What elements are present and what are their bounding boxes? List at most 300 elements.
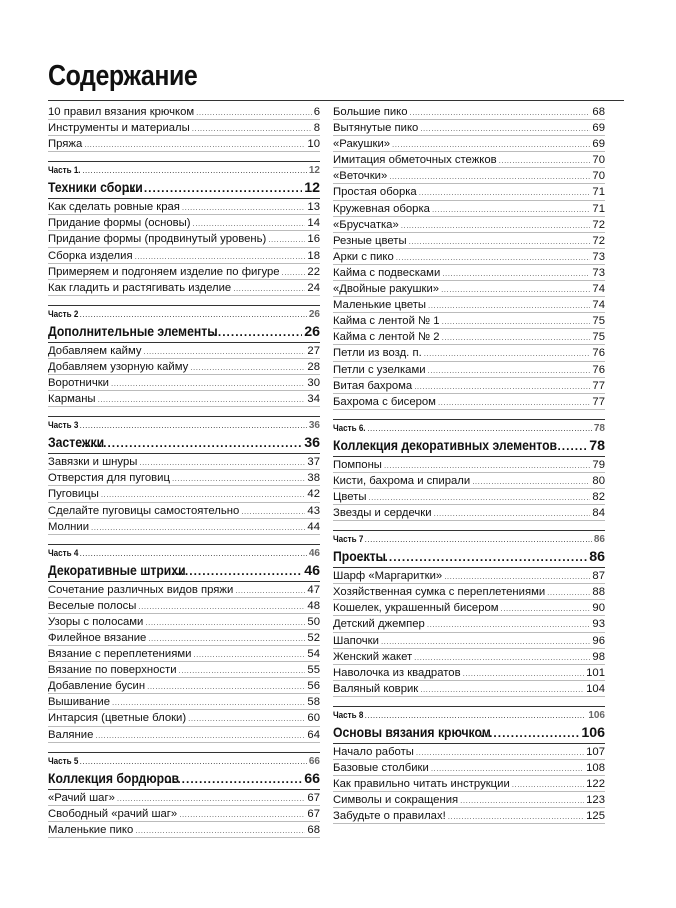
dot-leader bbox=[438, 395, 590, 411]
toc-entry-page: 67 bbox=[307, 791, 320, 804]
toc-entry-page: 104 bbox=[586, 682, 605, 695]
toc-entry-title: Петли из возд. п. bbox=[333, 347, 422, 360]
toc-entry[interactable] bbox=[48, 264, 320, 280]
dot-leader bbox=[84, 137, 305, 153]
toc-entry[interactable] bbox=[333, 665, 605, 681]
toc-entry-page: 28 bbox=[307, 360, 320, 373]
toc-entry-title: Филейное вязание bbox=[48, 631, 147, 644]
toc-entry[interactable] bbox=[48, 790, 320, 806]
toc-entry[interactable] bbox=[48, 598, 320, 614]
toc-entry-title: Забудьте о правилах! bbox=[333, 810, 446, 823]
chapter-heading-page: 26 bbox=[304, 323, 320, 340]
dot-leader bbox=[182, 200, 306, 216]
dot-leader bbox=[95, 728, 305, 744]
toc-entry[interactable] bbox=[48, 727, 320, 743]
part-heading[interactable] bbox=[333, 530, 605, 547]
toc-entry[interactable] bbox=[333, 760, 605, 776]
toc-entry[interactable] bbox=[333, 297, 605, 313]
toc-entry[interactable] bbox=[333, 329, 605, 345]
toc-entry-title: Добавляем кайму bbox=[48, 344, 142, 357]
toc-entry-page: 101 bbox=[586, 666, 605, 679]
dot-leader bbox=[192, 121, 312, 137]
chapter-heading-title: Техники сборки bbox=[48, 180, 143, 197]
toc-entry[interactable] bbox=[333, 168, 605, 184]
toc-entry-page: 48 bbox=[307, 599, 320, 612]
toc-entry-page: 75 bbox=[592, 331, 605, 344]
toc-entry-title: Простая оборка bbox=[333, 186, 417, 199]
toc-entry[interactable] bbox=[48, 359, 320, 375]
chapter-heading[interactable] bbox=[48, 322, 320, 343]
toc-entry[interactable] bbox=[333, 584, 605, 600]
toc-entry-title: Маленькие цветы bbox=[333, 299, 427, 312]
toc-entry-page: 37 bbox=[307, 456, 320, 469]
toc-entry-title: «Ракушки» bbox=[333, 138, 391, 151]
toc-entry[interactable] bbox=[333, 457, 605, 473]
dot-leader bbox=[428, 298, 590, 314]
dot-leader bbox=[179, 807, 305, 823]
dot-leader bbox=[172, 561, 302, 582]
toc-entry[interactable] bbox=[333, 776, 605, 792]
toc-entry-page: 71 bbox=[592, 202, 605, 215]
chapter-heading-page: 78 bbox=[589, 437, 605, 454]
dot-leader bbox=[122, 178, 302, 199]
toc-entry[interactable] bbox=[48, 646, 320, 662]
dot-leader bbox=[434, 506, 591, 522]
toc-entry-page: 123 bbox=[586, 794, 605, 807]
toc-entry[interactable] bbox=[333, 473, 605, 489]
toc-entry[interactable] bbox=[333, 362, 605, 378]
toc-entry-title: Кружевная оборка bbox=[333, 202, 430, 215]
dot-leader bbox=[368, 490, 590, 506]
dot-leader bbox=[144, 344, 306, 360]
toc-entry-title: Вязание по поверхности bbox=[48, 664, 177, 677]
toc-entry[interactable] bbox=[333, 616, 605, 632]
toc-entry-page: 73 bbox=[592, 266, 605, 279]
toc-entry[interactable] bbox=[48, 470, 320, 486]
toc-entry-title: Шапочки bbox=[333, 634, 379, 647]
chapter-heading[interactable] bbox=[48, 433, 320, 454]
dot-leader bbox=[193, 647, 305, 663]
dot-leader bbox=[196, 105, 312, 121]
toc-entry[interactable] bbox=[48, 120, 320, 136]
dot-leader bbox=[233, 281, 305, 297]
toc-entry-page: 82 bbox=[592, 490, 605, 503]
toc-entry-page: 107 bbox=[586, 745, 605, 758]
toc-entry-title: Базовые столбики bbox=[333, 762, 429, 774]
chapter-heading-title: Застежки bbox=[48, 435, 105, 452]
part-page: 106 bbox=[588, 709, 605, 721]
toc-entry[interactable] bbox=[333, 378, 605, 394]
toc-entry[interactable] bbox=[333, 808, 605, 824]
toc-entry-page: 71 bbox=[592, 186, 605, 199]
toc-entry-title: Как гладить и растягивать изделие bbox=[48, 281, 232, 294]
dot-leader bbox=[444, 569, 590, 585]
toc-entry-page: 77 bbox=[592, 395, 605, 408]
toc-entry[interactable] bbox=[333, 633, 605, 649]
toc-entry[interactable] bbox=[333, 201, 605, 217]
toc-entry-title: Карманы bbox=[48, 393, 96, 406]
toc-entry-page: 54 bbox=[307, 648, 320, 661]
dot-leader bbox=[460, 793, 584, 809]
toc-entry-title: Валяный коврик bbox=[333, 682, 419, 695]
toc-entry-page: 6 bbox=[313, 106, 320, 118]
dot-leader bbox=[547, 585, 590, 601]
dot-leader bbox=[448, 809, 584, 825]
toc-entry[interactable] bbox=[333, 120, 605, 136]
dot-leader bbox=[420, 121, 590, 137]
toc-entry-page: 52 bbox=[307, 631, 320, 644]
toc-entry-title: Пряжа bbox=[48, 138, 83, 151]
toc-entry[interactable] bbox=[48, 630, 320, 646]
part-page: 46 bbox=[308, 547, 320, 559]
toc-entry[interactable] bbox=[333, 233, 605, 249]
toc-entry-page: 55 bbox=[307, 664, 320, 677]
toc-entry-title: Пуговицы bbox=[48, 488, 99, 501]
toc-entry[interactable] bbox=[333, 744, 605, 760]
toc-entry-title: Кошелек, украшенный бисером bbox=[333, 602, 499, 615]
toc-entry-title: Придание формы (основы) bbox=[48, 217, 191, 230]
toc-entry[interactable] bbox=[333, 313, 605, 329]
toc-entry-title: Кайма с подвесками bbox=[333, 266, 441, 279]
toc-entry[interactable] bbox=[333, 104, 605, 120]
part-heading[interactable] bbox=[333, 706, 605, 723]
dot-leader bbox=[442, 266, 590, 282]
toc-entry-page: 93 bbox=[592, 618, 605, 631]
dot-leader bbox=[241, 504, 305, 520]
chapter-heading-page: 86 bbox=[589, 549, 605, 566]
dot-leader bbox=[381, 634, 590, 650]
part-heading[interactable] bbox=[48, 161, 320, 178]
dot-leader bbox=[499, 153, 591, 169]
chapter-heading[interactable] bbox=[333, 723, 605, 744]
part-label: Часть 8 bbox=[333, 709, 364, 721]
toc-entry-title: Детский джемпер bbox=[333, 618, 425, 631]
toc-entry-title: Помпоны bbox=[333, 458, 382, 471]
part-heading[interactable] bbox=[48, 544, 320, 561]
dot-leader bbox=[91, 520, 305, 536]
toc-entry-title: Сделайте пуговицы самостоятельно bbox=[48, 504, 240, 517]
toc-entry-title: Примеряем и подгоняем изделие по фигуре bbox=[48, 265, 280, 278]
dot-leader bbox=[235, 583, 305, 599]
part-label: Часть 2 bbox=[48, 308, 79, 320]
chapter-heading[interactable] bbox=[48, 769, 320, 790]
toc-entry-title: Бахрома с бисером bbox=[333, 395, 436, 408]
part-label: Часть 7 bbox=[333, 534, 364, 546]
chapter-heading-page: 66 bbox=[304, 770, 320, 787]
dot-leader bbox=[384, 458, 590, 474]
toc-entry[interactable] bbox=[48, 806, 320, 822]
chapter-heading-page: 36 bbox=[304, 435, 320, 452]
toc-entry-page: 90 bbox=[592, 602, 605, 615]
toc-entry[interactable] bbox=[48, 104, 320, 120]
toc-entry-title: Петли с узелками bbox=[333, 363, 426, 376]
dot-leader bbox=[427, 617, 591, 633]
toc-entry[interactable] bbox=[48, 391, 320, 407]
part-page: 12 bbox=[308, 165, 320, 177]
dot-leader bbox=[414, 650, 590, 666]
dot-leader bbox=[80, 306, 307, 323]
toc-entry-page: 69 bbox=[592, 138, 605, 151]
toc-entry-title: Маленькие пико bbox=[48, 823, 134, 836]
dot-leader bbox=[428, 363, 591, 379]
toc-entry-title: Резные цветы bbox=[333, 234, 407, 247]
dot-leader bbox=[409, 234, 591, 250]
dot-leader bbox=[365, 531, 592, 548]
toc-entry-page: 10 bbox=[307, 138, 320, 151]
toc-entry-page: 16 bbox=[307, 233, 320, 246]
toc-entry[interactable] bbox=[48, 503, 320, 519]
toc-entry-title: Узоры с полосами bbox=[48, 615, 144, 628]
dot-leader bbox=[111, 376, 305, 392]
toc-entry[interactable] bbox=[333, 394, 605, 410]
toc-entry[interactable] bbox=[333, 600, 605, 616]
toc-entry-page: 73 bbox=[592, 250, 605, 263]
toc-entry-title: Воротнички bbox=[48, 377, 109, 390]
toc-entry[interactable] bbox=[333, 152, 605, 168]
toc-entry-title: Звезды и сердечки bbox=[333, 507, 432, 520]
toc-entry-page: 98 bbox=[592, 650, 605, 663]
chapter-heading-page: 106 bbox=[581, 724, 605, 741]
dot-leader bbox=[148, 631, 305, 647]
toc-entry-page: 76 bbox=[592, 363, 605, 376]
toc-entry[interactable] bbox=[48, 454, 320, 470]
toc-entry-title: Сочетание различных видов пряжи bbox=[48, 583, 234, 596]
dot-leader bbox=[463, 666, 585, 682]
toc-entry[interactable] bbox=[333, 217, 605, 233]
toc-entry[interactable] bbox=[333, 681, 605, 697]
dot-leader bbox=[80, 417, 307, 434]
part-label: Часть 3 bbox=[48, 420, 79, 432]
dot-leader bbox=[396, 250, 591, 266]
toc-entry-title: Вышивание bbox=[48, 696, 111, 709]
toc-entry-page: 56 bbox=[307, 680, 320, 693]
toc-entry-title: Большие пико bbox=[333, 106, 408, 118]
dot-leader bbox=[268, 232, 305, 248]
dot-leader bbox=[77, 433, 302, 454]
toc-entry-title: Символы и сокращения bbox=[333, 794, 459, 807]
dot-leader bbox=[135, 249, 306, 265]
dot-leader bbox=[410, 105, 591, 121]
part-heading[interactable] bbox=[48, 752, 320, 769]
chapter-heading-title: Коллекция декоративных элементов bbox=[333, 437, 558, 454]
toc-entry-page: 87 bbox=[592, 570, 605, 583]
toc-entry-page: 72 bbox=[592, 218, 605, 231]
toc-entry-title: «Веточки» bbox=[333, 170, 388, 183]
toc-entry-page: 14 bbox=[307, 217, 320, 230]
toc-entry-page: 76 bbox=[592, 347, 605, 360]
dot-leader bbox=[145, 615, 305, 631]
toc-entry-page: 122 bbox=[586, 778, 605, 791]
toc-entry[interactable] bbox=[333, 792, 605, 808]
toc-entry[interactable] bbox=[48, 136, 320, 152]
toc-entry-title: Придание формы (продвинутый уровень) bbox=[48, 233, 267, 246]
chapter-heading[interactable] bbox=[333, 547, 605, 568]
toc-entry-page: 34 bbox=[307, 393, 320, 406]
chapter-heading[interactable] bbox=[48, 561, 320, 582]
toc-entry-page: 44 bbox=[307, 520, 320, 533]
toc-entry-page: 68 bbox=[592, 106, 605, 118]
toc-entry[interactable] bbox=[48, 662, 320, 678]
toc-entry-title: Как правильно читать инструкции bbox=[333, 778, 510, 791]
toc-entry-page: 18 bbox=[307, 249, 320, 262]
toc-entry[interactable] bbox=[48, 678, 320, 694]
toc-entry-title: Свободный «рачий шаг» bbox=[48, 807, 178, 820]
dot-leader bbox=[82, 162, 307, 179]
toc-entry-title: Валяние bbox=[48, 728, 94, 741]
toc-entry-page: 79 bbox=[592, 458, 605, 471]
dot-leader bbox=[190, 360, 305, 376]
toc-column-left bbox=[48, 104, 320, 838]
dot-leader bbox=[282, 265, 306, 281]
toc-entry[interactable] bbox=[333, 136, 605, 152]
toc-entry-title: Наволочка из квадратов bbox=[333, 666, 461, 679]
dot-leader bbox=[135, 823, 305, 839]
chapter-heading-title: Декоративные штрихи bbox=[48, 562, 186, 579]
toc-entry-title: Женский жакет bbox=[333, 650, 413, 663]
toc-entry-page: 74 bbox=[592, 299, 605, 312]
toc-entry[interactable] bbox=[48, 614, 320, 630]
chapter-heading[interactable] bbox=[333, 436, 605, 457]
toc-entry-title: «Двойные ракушки» bbox=[333, 283, 440, 296]
dot-leader bbox=[139, 455, 305, 471]
toc-entry-title: Завязки и шнуры bbox=[48, 456, 138, 469]
dot-leader bbox=[472, 474, 590, 490]
toc-entry-title: Хозяйственная сумка с переплетениями bbox=[333, 586, 546, 599]
dot-leader bbox=[209, 322, 302, 343]
dot-leader bbox=[431, 761, 584, 777]
toc-entry[interactable] bbox=[48, 231, 320, 247]
toc-entry[interactable] bbox=[333, 184, 605, 200]
toc-entry[interactable] bbox=[333, 281, 605, 297]
dot-leader bbox=[401, 218, 591, 234]
dot-leader bbox=[432, 202, 590, 218]
toc-entry-page: 27 bbox=[307, 344, 320, 357]
toc-entry[interactable] bbox=[48, 710, 320, 726]
toc-entry-page: 125 bbox=[586, 810, 605, 823]
dot-leader bbox=[389, 169, 590, 185]
toc-entry[interactable] bbox=[333, 345, 605, 361]
toc-entry[interactable] bbox=[48, 280, 320, 296]
page-title: Содержание bbox=[48, 60, 198, 92]
toc-entry[interactable] bbox=[333, 489, 605, 505]
dot-leader bbox=[80, 545, 307, 562]
toc-entry-page: 96 bbox=[592, 634, 605, 647]
dot-leader bbox=[557, 436, 587, 457]
toc-entry-page: 13 bbox=[307, 201, 320, 214]
dot-leader bbox=[179, 663, 306, 679]
part-heading[interactable] bbox=[48, 416, 320, 433]
toc-entry-title: Имитация обметочных стежков bbox=[333, 154, 497, 167]
toc-entry-title: Интарсия (цветные блоки) bbox=[48, 712, 187, 725]
toc-entry[interactable] bbox=[333, 265, 605, 281]
toc-entry-title: Инструменты и материалы bbox=[48, 122, 190, 135]
toc-entry-title: Кайма с лентой № 2 bbox=[333, 331, 440, 344]
toc-entry[interactable] bbox=[48, 215, 320, 231]
dot-leader bbox=[441, 282, 590, 298]
toc-entry-title: «Рачий шаг» bbox=[48, 791, 115, 804]
toc-entry-page: 75 bbox=[592, 315, 605, 328]
toc-entry-page: 69 bbox=[592, 122, 605, 135]
dot-leader bbox=[112, 695, 305, 711]
toc-entry-page: 64 bbox=[307, 728, 320, 741]
dot-leader bbox=[442, 314, 591, 330]
toc-entry[interactable] bbox=[48, 343, 320, 359]
chapter-heading[interactable] bbox=[48, 178, 320, 199]
dot-leader bbox=[416, 745, 584, 761]
toc-entry-title: Кайма с лентой № 1 bbox=[333, 315, 440, 328]
toc-entry[interactable] bbox=[48, 519, 320, 535]
toc-entry-title: Витая бахрома bbox=[333, 379, 413, 392]
toc-entry-page: 77 bbox=[592, 379, 605, 392]
dot-leader bbox=[392, 137, 590, 153]
toc-entry[interactable] bbox=[333, 505, 605, 521]
toc-entry-page: 42 bbox=[307, 488, 320, 501]
chapter-heading-title: Основы вязания крючком bbox=[333, 724, 491, 741]
dot-leader bbox=[424, 346, 591, 362]
part-label: Часть 1. bbox=[48, 165, 81, 177]
dot-leader bbox=[414, 379, 590, 395]
part-page: 36 bbox=[308, 420, 320, 432]
toc-entry-title: 10 правил вязания крючком bbox=[48, 106, 195, 118]
part-label: Часть 5 bbox=[48, 755, 79, 767]
part-heading[interactable] bbox=[333, 419, 605, 436]
toc-entry-title: Отверстия для пуговиц bbox=[48, 472, 170, 485]
dot-leader bbox=[172, 471, 305, 487]
dot-leader bbox=[480, 723, 579, 744]
toc-entry-title: Добавляем узорную кайму bbox=[48, 360, 189, 373]
dot-leader bbox=[193, 216, 306, 232]
dot-leader bbox=[419, 185, 591, 201]
title-divider bbox=[48, 100, 624, 101]
dot-leader bbox=[164, 769, 302, 790]
toc-entry-title: Вытянутые пико bbox=[333, 122, 419, 135]
toc-entry-page: 68 bbox=[307, 823, 320, 836]
toc-entry[interactable] bbox=[48, 822, 320, 838]
chapter-heading-title: Коллекция бордюров bbox=[48, 770, 180, 787]
toc-entry-page: 8 bbox=[313, 122, 320, 135]
toc-entry[interactable] bbox=[48, 199, 320, 215]
toc-entry-page: 88 bbox=[592, 586, 605, 599]
toc-entry[interactable] bbox=[48, 375, 320, 391]
toc-entry-page: 80 bbox=[592, 474, 605, 487]
toc-entry[interactable] bbox=[333, 249, 605, 265]
toc-entry-page: 58 bbox=[307, 696, 320, 709]
toc-entry-page: 43 bbox=[307, 504, 320, 517]
toc-entry-page: 30 bbox=[307, 377, 320, 390]
dot-leader bbox=[101, 487, 306, 503]
toc-entry-title: Арки с пико bbox=[333, 250, 394, 263]
part-page: 86 bbox=[593, 534, 605, 546]
toc-entry[interactable] bbox=[48, 694, 320, 710]
toc-entry-page: 108 bbox=[586, 762, 605, 774]
toc-entry-title: Кисти, бахрома и спирали bbox=[333, 474, 471, 487]
part-label: Часть 4 bbox=[48, 547, 79, 559]
toc-entry[interactable] bbox=[48, 582, 320, 598]
toc-entry[interactable] bbox=[48, 248, 320, 264]
part-heading[interactable] bbox=[48, 305, 320, 322]
toc-entry-page: 70 bbox=[592, 170, 605, 183]
toc-entry[interactable] bbox=[333, 568, 605, 584]
toc-entry-title: Веселые полосы bbox=[48, 599, 137, 612]
toc-entry[interactable] bbox=[48, 486, 320, 502]
toc-entry[interactable] bbox=[333, 649, 605, 665]
toc-entry-page: 72 bbox=[592, 234, 605, 247]
dot-leader bbox=[367, 420, 592, 437]
toc-entry-page: 67 bbox=[307, 807, 320, 820]
chapter-heading-page: 12 bbox=[304, 180, 320, 197]
toc-entry-title: Цветы bbox=[333, 490, 367, 503]
toc-entry-title: Добавление бусин bbox=[48, 680, 146, 693]
